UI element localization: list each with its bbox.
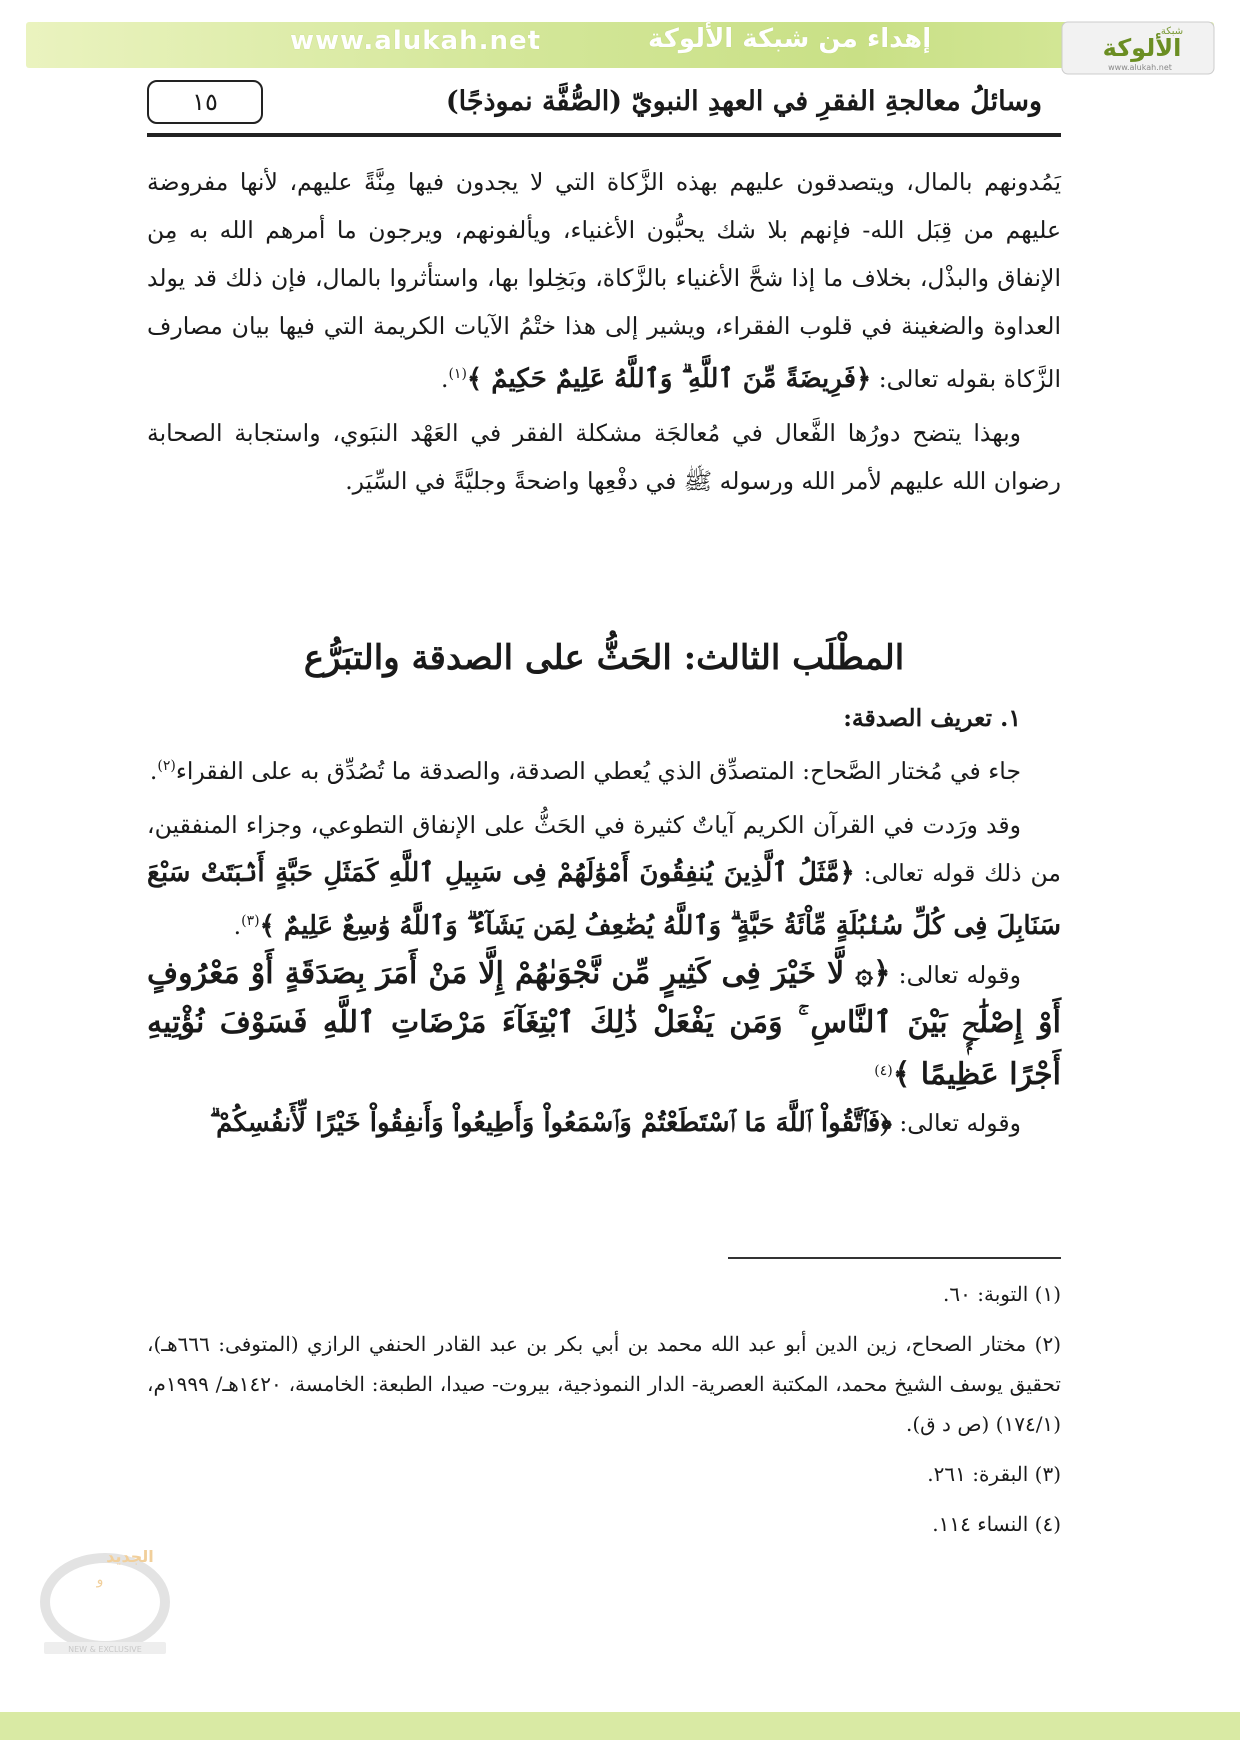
paragraph-4 <box>147 801 1061 950</box>
footnote-ref-3[interactable]: (٣) <box>241 912 260 929</box>
paragraph-3-end: . <box>149 756 158 785</box>
paragraph-6-lead: وقوله تعالى: <box>891 1109 1021 1138</box>
paragraph-5-lead: وقوله تعالى: <box>890 960 1021 989</box>
paragraph-4-text: وقد ورَدت في القرآن الكريم آياتٌ كثيرة في الحَثُّ على الإنفاق التطوعي، وجزاء المنفقين، من ذلك قوله تعالى: <box>147 810 1062 887</box>
footnote-4: (٤) النساء ١١٤. <box>932 1512 1061 1536</box>
paragraph-5 <box>147 950 1061 1100</box>
alukah-logo[interactable] <box>1060 18 1216 76</box>
logo-name: الألوكة <box>1102 34 1182 62</box>
banner-gift-text: إهداء من شبكة الألوكة <box>648 24 932 54</box>
watermark-bottom: NEW & EXCLUSIVE <box>68 1645 142 1654</box>
footnote-ref-4[interactable]: (٤) <box>874 1062 893 1079</box>
verse-tawba: ﴿فَرِيضَةً مِّنَ ٱللَّهِ ۗ وَٱللَّهُ عَلِيمٌ حَكِيمٌ ﴾ <box>466 363 872 394</box>
paragraph-6 <box>147 1099 1061 1147</box>
lower-body <box>147 694 1061 1147</box>
paragraph-1-text: يَمُدونهم بالمال، ويتصدقون عليهم بهذه الزَّكاة التي لا يجدون فيها مِنَّةً عليهم، لأنها مفروضة عليهم من قِبَل الله- فإنهم بلا شك يحبُّون الأغنياء، ويألفونهم، ويرجون ما أمرهم الله به مِن الإنفاق والبذْل، بخلاف ما إذا شحَّ الأغنياء بالزَّكاة، وبَخِلوا بها، واستأثروا بالمال، فإن ذلك قد يولد العداوة والضغينة في قلوب الفقراء، ويشير إلى هذا ختْمُ الآيات الكريمة التي فيها بيان مصارف الزَّكاة بقوله تعالى: <box>147 168 1061 393</box>
logo-url: www.alukah.net <box>1108 63 1172 72</box>
paragraph-1 <box>147 158 1061 403</box>
paragraph-3-text: جاء في مُختار الصَّحاح: المتصدِّق الذي يُعطي الصدقة، والصدقة ما تُصُدِّق به على الفقراء <box>175 756 1021 785</box>
banner-url[interactable]: www.alukah.net <box>290 26 542 56</box>
verse-nisa: ﴿۞ لَّا خَيْرَ فِى كَثِيرٍ مِّن نَّجْوَىٰهُمْ إِلَّا مَنْ أَمَرَ بِصَدَقَةٍ أَوْ مَعْرُوفٍ أَوْ إِصْلَٰحٍۭ بَيْنَ ٱلنَّاسِ ۚ وَمَن يَفْعَلْ ذَٰلِكَ ٱبْتِغَآءَ مَرْضَاتِ ٱللَّهِ فَسَوْفَ نُؤْتِيهِ أَجْرًا عَظِيمًا ﴾ <box>147 955 1061 1092</box>
paragraph-3 <box>147 742 1061 795</box>
bottom-bar <box>0 1712 1240 1740</box>
footnote-3: (٣) البقرة: ٢٦١. <box>927 1462 1061 1486</box>
footnote-2: (٢) مختار الصحاح، زين الدين أبو عبد الله محمد بن أبي بكر بن عبد القادر الحنفي الرازي (المتوفى: ٦٦٦هـ)، تحقيق يوسف الشيخ محمد، المكتبة العصرية- الدار النموذجية، بيروت- صيدا، الطبعة: الخامسة، ١٤٢٠هـ/ ١٩٩٩م، (١٧٤/١) (ص د ق). <box>147 1332 1061 1436</box>
footnote-ref-1[interactable]: (١) <box>448 366 467 382</box>
verse-baqara: ﴿مَّثَلُ ٱلَّذِينَ يُنفِقُونَ أَمْوَٰلَهُمْ فِى سَبِيلِ ٱللَّهِ كَمَثَلِ حَبَّةٍ أَنۢبَتَتْ سَبْعَ سَنَابِلَ فِى كُلِّ سُنۢبُلَةٍ مِّاْئَةُ حَبَّةٍ ۗ وَٱللَّهُ يُضَٰعِفُ لِمَن يَشَآءُ ۗ وَٱللَّهُ وَٰسِعٌ عَلِيمٌ ﴾ <box>147 857 1061 941</box>
watermark-mid: و <box>96 1572 104 1588</box>
upper-body <box>147 158 1061 505</box>
footnotes <box>147 1274 1061 1554</box>
verse-taghabun: ﴿فَٱتَّقُواْ ٱللَّهَ مَا ٱسْتَطَعْتُمْ وَٱسْمَعُواْ وَأَطِيعُواْ وَأَنفِقُواْ خَيْرًا لِّأَنفُسِكُمْ ۗ <box>209 1108 892 1139</box>
new-exclusive-watermark <box>30 1532 180 1662</box>
header-rule <box>147 133 1061 137</box>
paragraph-2: وبهذا يتضح دورُها الفَّعال في مُعالجَة مشكلة الفقر في العَهْد النبَوي، واستجابة الصحابة رضوان الله عليهم لأمر الله ورسوله ﷺ في دفْعِها واضحةً وجليَّةً في السِّيَر. <box>147 418 1061 495</box>
footnote-1: (١) التوبة: ٦٠. <box>943 1282 1061 1306</box>
section-title: المطْلَب الثالث: الحَثُّ على الصدقة والتبَرُّع <box>303 638 905 678</box>
logo-top-text: شبكة <box>1160 26 1184 37</box>
watermark-top: الجديد <box>106 1547 154 1566</box>
running-title: وسائلُ معالجةِ الفقرِ في العهدِ النبويّ (الصُّفَّة نموذجًا) <box>445 86 1042 117</box>
subhead-definition: ١. تعريف الصدقة: <box>843 704 1021 732</box>
top-banner <box>26 22 1214 68</box>
footnote-ref-2[interactable]: (٢) <box>157 758 176 774</box>
paragraph-1-end: . <box>440 364 449 393</box>
paragraph-4-end: . <box>233 911 242 940</box>
page-number: ١٥ <box>147 80 263 124</box>
footnote-separator <box>728 1257 1061 1259</box>
